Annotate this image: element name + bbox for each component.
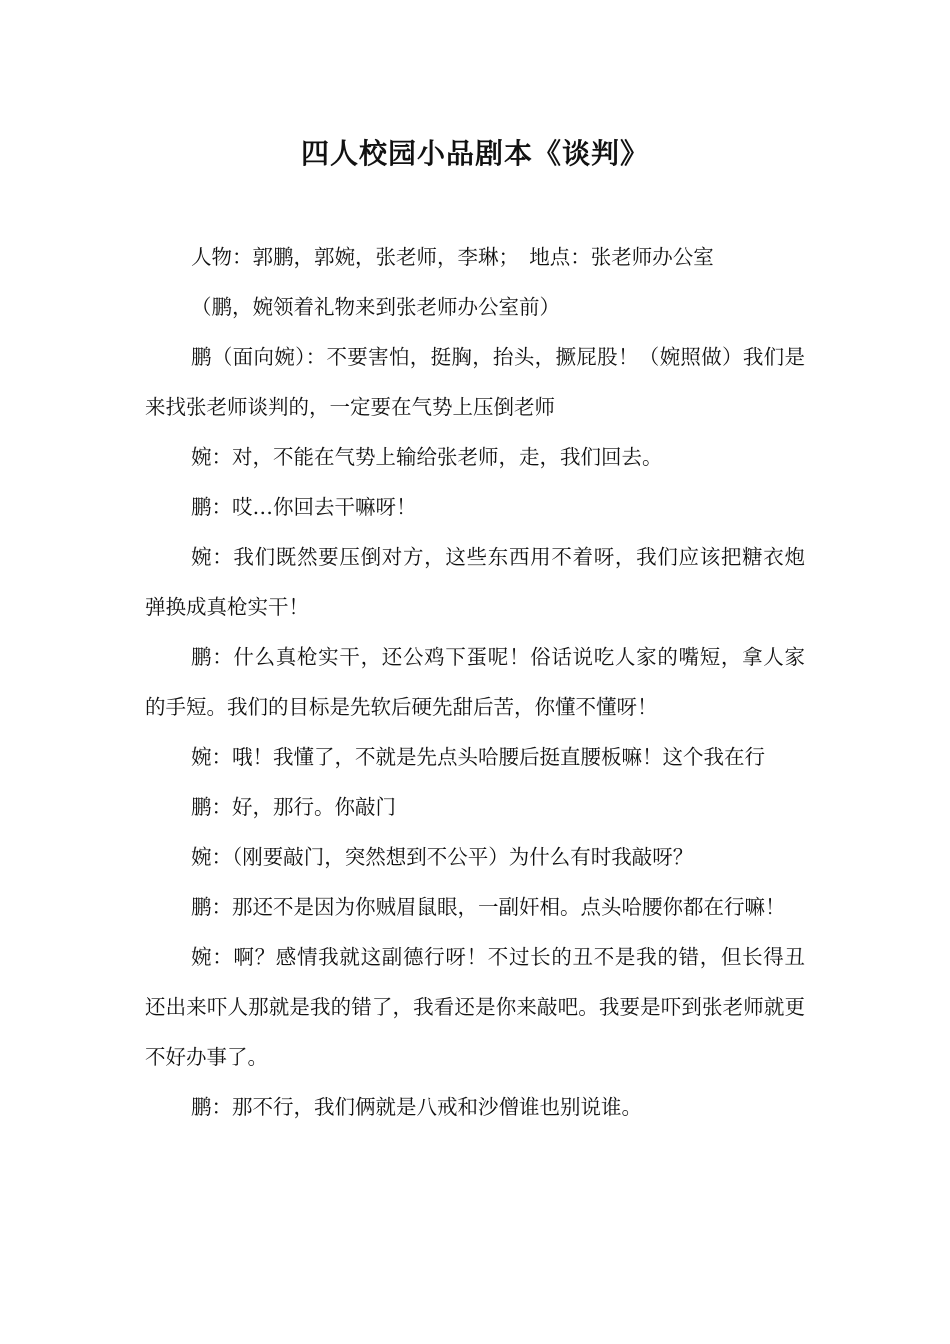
paragraph-dialogue: 婉：我们既然要压倒对方，这些东西用不着呀，我们应该把糖衣炮弹换成真枪实干！ (145, 545, 805, 619)
paragraph-dialogue: 鹏（面向婉）：不要害怕，挺胸，抬头，撅屁股！（婉照做）我们是来找张老师谈判的，一定要在气势上压倒老师 (145, 345, 805, 419)
paragraph-dialogue: 鹏：什么真枪实干，还公鸡下蛋呢！俗话说吃人家的嘴短，拿人家的手短。我们的目标是先软后硬先甜后苦，你懂不懂呀！ (145, 645, 805, 719)
paragraph-dialogue: 婉：哦！我懂了，不就是先点头哈腰后挺直腰板嘛！这个我在行 (191, 745, 765, 769)
paragraph-stage-direction: （鹏，婉领着礼物来到张老师办公室前） (191, 295, 560, 319)
document-title: 四人校园小品剧本《谈判》 (300, 137, 649, 170)
paragraph-dialogue: 婉：（刚要敲门，突然想到不公平）为什么有时我敲呀？ (191, 845, 694, 869)
paragraph-dialogue: 鹏：那还不是因为你贼眉鼠眼，一副奸相。点头哈腰你都在行嘛！ (191, 895, 786, 919)
script-body (145, 232, 805, 1132)
paragraph-dialogue: 鹏：那不行，我们俩就是八戒和沙僧谁也别说谁。 (191, 1095, 642, 1119)
paragraph-dialogue: 婉：对，不能在气势上输给张老师，走，我们回去。 (191, 445, 663, 469)
paragraph-dialogue: 鹏：哎…你回去干嘛呀！ (191, 495, 417, 519)
paragraph-characters-location: 人物：郭鹏，郭婉，张老师，李琳； 地点：张老师办公室 (191, 245, 714, 269)
paragraph-dialogue: 鹏：好，那行。你敲门 (191, 795, 396, 819)
paragraph-dialogue: 婉：啊？感情我就这副德行呀！不过长的丑不是我的错，但长得丑还出来吓人那就是我的错了，我看还是你来敲吧。我要是吓到张老师就更不好办事了。 (145, 945, 805, 1069)
